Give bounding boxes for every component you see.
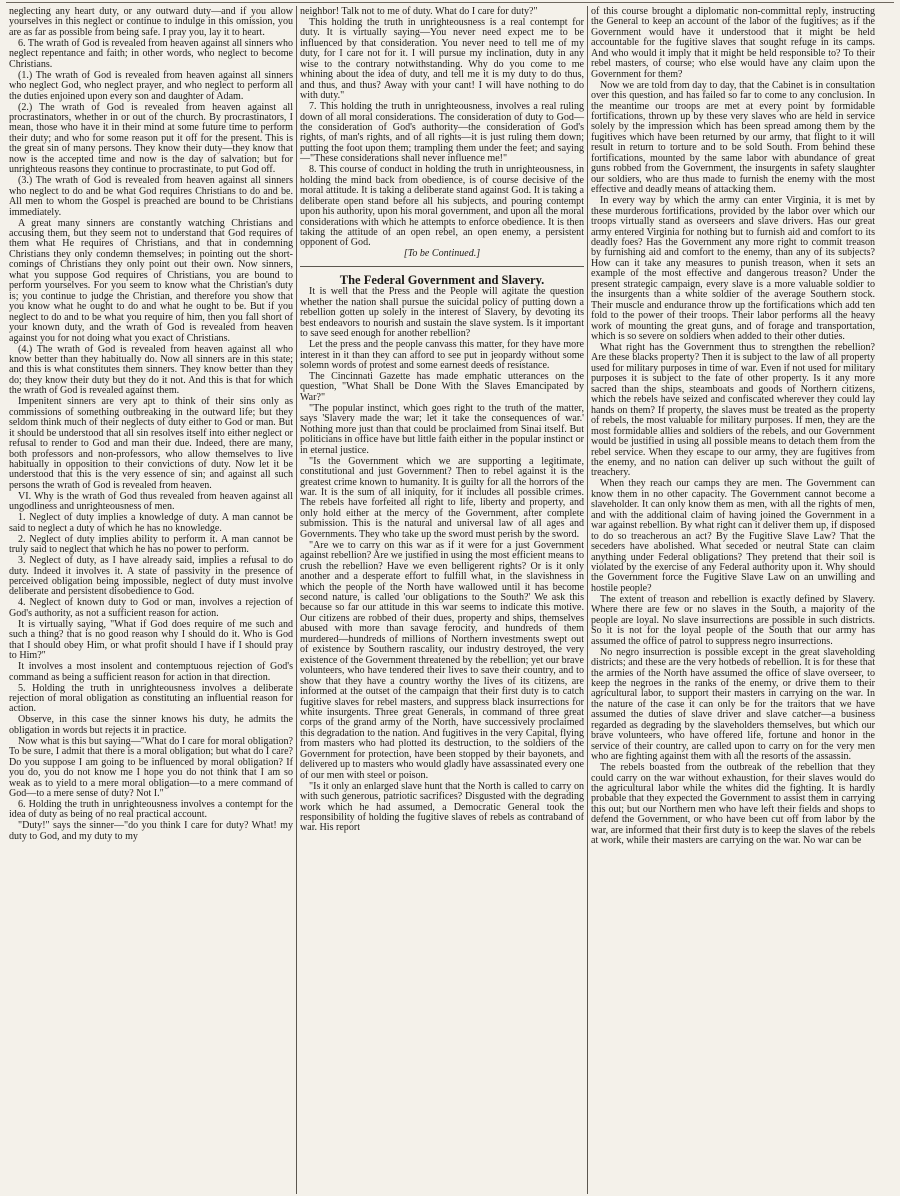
paragraph: Now we are told from day to day, that the Cabinet is in consultation over this question, and has failed so far to come to any conclusion. In the meantime our troops are met at every point by formidable fortifications, thrown up by these very slaves who are held in service solely by the impression which has been spread among them by the fugitives which have been returned by our army, that flight to it will result in return to torture and to be sold South. From behind these fortifications, mounted by the same labor with abundance of great guns robbed from the Government, the insurgents in safety slaughter our soldiers, who are thus made to furnish the enemy with the most effective and deadly means of attacking them. bbox=[591, 79, 875, 196]
paragraph: In every way by which the army can enter Virginia, it is met by these murderous fortifications, provided by the labor over which our troops virtually stand as overseers and slave drivers. Has our great army entered Virginia for nothing but to furnish aid and comfort to its deadly foes? Has the Government any more right to commit treason by furnishing aid and comfort to the enemy, than any of its subjects? How can it take any measures to punish treason, when it sets an example of the most effective and dangerous treason? Under the present strategic campaign, every slave is a more valuable soldier to the insurgents than a white soldier of the average Southern stock. Their muscle and endurance throw up the fortifications which add ten fold to the power of their troops. Their labor performs all the heavy work of mounting the great guns, and of forage and transportation, which is so severe on soldiers when added to their other duties. bbox=[591, 195, 875, 343]
paragraph: "Duty!" says the sinner—"do you think I care for duty? What! my duty to God, and my duty to my bbox=[9, 820, 293, 842]
paragraph: Impenitent sinners are very apt to think of their sins only as commissions of something outbreaking in the outward life; but they seldom think much of their neglects of duty either to God or man. But it should be understood that all sin resolves itself into either neglect or refusal to render to God and man their due. Indeed, there are many, both professors and non-professors, who allow themselves to live habitually in opposition to their convictions of duty. Now let it be understood that this is the very essence of sin; and against all such persons the wrath of God is revealed from heaven. bbox=[9, 396, 293, 491]
paragraph: (4.) The wrath of God is revealed from heaven against all who know better than they habitually do. Now all sinners are in this state; and this is what constitutes them sinners. They know better than they do; they know their duty but they do it not. And this is that for which the wrath of God is revealed against them. bbox=[9, 343, 293, 397]
paragraph: When they reach our camps they are men. The Government can know them in no other capacity. The Government cannot become a slaveholder. It can only know them as men, with all the rights of men, and with the additional claim of having joined the Government in a war against rebellion. By what right can it deliver them up, if disposed to do so treacherous an act? By the Fugitive Slave Law? That the seceders have abolished. What seceded or neutral State can claim anything under Federal obligations? They pretend that their soil is violated by the exercise of any Federal authority upon it. Why should the Government force the Fugitive Slave Law on an unwilling and hostile people? bbox=[591, 478, 875, 594]
paragraph: Now what is this but saying—"What do I care for moral obligation? To be sure, I admit that there is a moral obligation; but what do I care? Do you suppose I am going to be influenced by moral obligation? If you do, you do not know me I hope you do not think that I am so weak as to yield to a mere moral obligation—to a mere command of God—to a mere sense of duty? Not I." bbox=[9, 735, 293, 800]
paragraph: 6. The wrath of God is revealed from heaven against all sinners who neglect repentance and faith; in other words, who neglect to become Christians. bbox=[9, 37, 293, 70]
paragraph: (1.) The wrath of God is revealed from heaven against all sinners who neglect God, who neglect prayer, and who neglect to perform all the duties enjoined upon every son and daughter of Adam. bbox=[9, 69, 293, 102]
paragraph: It is well that the Press and the People will agitate the question whether the nation shall pursue the suicidal policy of putting down a rebellion gotten up solely in the interest of Slavery, by devoting its best endeavors to nourish and sustain the slave system. Is it important to save seed enough for another rebellion? bbox=[300, 286, 584, 340]
paragraph: 5. Holding the truth in unrighteousness involves a deliberate rejection of moral obligation as constituting an influential reason for action. bbox=[9, 682, 293, 715]
paragraph: The Cincinnati Gazette has made emphatic utterances on the question, "What Shall be Done With the Slaves Emancipated by War?" bbox=[300, 371, 584, 403]
column-1 bbox=[6, 4, 296, 1194]
paragraph: "Is the Government which we are supporting a legitimate, constitutional and just Government? Then to rebel against it is the greatest crime known to humanity. It is guilty for all the horrors of the war. It is the sum of all iniquity, for it includes all possible crimes. The rebels have forfeited all right to life, liberty and property, and only hold either at the mercy of the Government, after complete submission. This is the natural and universal law of all ages and Governments. They who take up the sword must perish by the sword. bbox=[300, 455, 584, 540]
paragraph: neighbor! Talk not to me of duty. What do I care for duty?" bbox=[300, 6, 538, 17]
paragraph: Observe, in this case the sinner knows his duty, he admits the obligation in words but rejects it in practice. bbox=[9, 714, 293, 736]
paragraph: (3.) The wrath of God is revealed from heaven against all sinners who neglect to do and be what God requires Christians to do and be. All men to whom the Gospel is preached are bound to be Christians immediately. bbox=[9, 175, 293, 218]
paragraph: (2.) The wrath of God is revealed from heaven against all procrastinators, whether in or out of the church. By procrastinators, I mean, those who have it in their mind at some future time to perform their duty; and who for some reason put it off for the present. This is the great sin of many persons. They know their duty—they know that now is the accepted time and now is the day of salvation; but for unrighteous reasons they continue to procrastinate, to put God off. bbox=[9, 101, 293, 176]
paragraph: Let the press and the people canvass this matter, for they have more interest in it than they can afford to see put in jeopardy without some solemn words of protest and some earnest deeds of resistance. bbox=[300, 339, 584, 372]
article-headline: The Federal Government and Slavery. bbox=[339, 272, 545, 287]
paragraph: What right has the Government thus to strengthen the rebellion? Are these blacks property? Then it is subject to the law of all property used for military purposes in time of war. Even if not used for military purposes it is subject to the fate of other property. Is it any more sacred than the ships, steamboats and goods of Northern citizens, which the rebels have seized and confiscated wherever they could lay hands on them? If property, the slaves must be treated as the property of rebels, the most valuable for military purposes. If men, they are the most formidable allies and soldiers of the rebels, and our Government would be justified in using all possible means to detach them from the rebel service. When they escape to our army, they are fugitives from the enemy, and no nation can deliver up such without the guilt of treachery. bbox=[591, 342, 875, 479]
paragraph: The extent of treason and rebellion is exactly defined by Slavery. Where there are few or no slaves in the South, a majority of the people are loyal. No slave insurrections are possible in such districts. So it is not for the loyal people of the South that our army has assumed the office of patrol to suppress negro insurrections. bbox=[591, 593, 875, 647]
paragraph: 1. Neglect of duty implies a knowledge of duty. A man cannot be said to neglect a duty of which he has no knowledge. bbox=[9, 512, 293, 534]
paragraph: 8. This course of conduct in holding the truth in unrighteousness, in holding the mind back from obedience, is of course decisive of the moral attitude. It is taking a deliberate stand against God. It is taking a deliberate open stand before all his subjects, and pouring contempt upon his authority, upon his moral government, and upon all the moral considerations with which he attempts to enforce obedience. It is then taking the attitude of an open rebel, an open enemy, a persistent opponent of God. bbox=[300, 164, 584, 249]
paragraph: "Is it only an enlarged slave hunt that the North is called to carry on with such generous, patriotic sacrifices? Disgusted with the degrading work which he had assumed, a Democratic General took the responsibility of holding the fugitive slaves of rebels as contraband of war. His report bbox=[300, 780, 584, 834]
column-3 bbox=[588, 4, 878, 1194]
paragraph: of this course brought a diplomatic non-committal reply, instructing the General to keep an account of the labor of the fugitives; as if the Government would have it understood that it might be held accountable for the fugitive slaves that sought refuge in its camps. And who would it imply that it might be held responsible to? To their rebel masters, of course; who else would have any claim upon the Government for them? bbox=[591, 6, 875, 80]
paragraph: "Are we to carry on this war as if it were for a just Government against rebellion? Are we justified in using the most efficient means to crush the rebellion? Have we even belligerent rights? Or is it only another and a desperate effort to fulfill what, in the slavishness in which the people of the North have wallowed until it has become second nature, is called 'our obligations to the South?' We ask this because so far our attitude in this war seems to indicate this motive. Our citizens are robbed of their dues, property and ships, themselves abused with more than savage ferocity, and hundreds of them murdered—hundreds of millions of Northern investments swept out of existence by Southern rascality, our industry destroyed, the very existence of the Government threatened by the rebellion; yet our brave volunteers, who have tendered their lives to save their country, and to show that they have a country worthy the lives of its citizens, are informed at the outset of the campaign that their first duty is to catch fugitive slaves for rebel masters, and suppress black insurrections for white insurgents. Three great Generals, in command of three great corps of the grand army of the North, have successively proclaimed this degradation to the nation. And fugitives in the very Capital, flying from masters who had plotted its destruction, to the soldiers of the Government for protection, have been stopped by their bayonets, and delivered up to masters who would gladly have assassinated every one of our men with steel or poison. bbox=[300, 539, 584, 781]
paragraph: 2. Neglect of duty implies ability to perform it. A man cannot be truly said to neglect that which he has no power to perform. bbox=[9, 533, 293, 556]
columns bbox=[6, 4, 894, 1194]
section-divider bbox=[300, 266, 584, 267]
paragraph: 6. Holding the truth in unrighteousness involves a contempt for the idea of duty as being of no real practical account. bbox=[9, 798, 293, 821]
paragraph: 3. Neglect of duty, as I have already said, implies a refusal to do duty. Indeed it involves it. A state of passivity in the presence of perceived obligation being impossible, neglect of duty must involve deliberate and persistent disobedience to God. bbox=[9, 555, 293, 598]
paragraph: "The popular instinct, which goes right to the truth of the matter, says 'Slavery made the war; let it take the consequences of war.' Nothing more just than that could be proclaimed from Sinai itself. But politicians in office have but little faith either in the popular instinct or in eternal justice. bbox=[300, 402, 584, 456]
paragraph: It is virtually saying, "What if God does require of me such and such a thing? that is no good reason why I should do it. Who is God that I should obey Him, or what profit should I have if I should pray to Him?" bbox=[9, 618, 293, 662]
paragraph: No negro insurrection is possible except in the great slaveholding districts; and these are the very hotbeds of rebellion. It is for these that the armies of the North have assumed the office of slave overseer, to keep the negroes in the ranks of the enemy, or drive them to their agricultural labor, to support their masters in carrying on the war. In the nature of the case it can only be for the traitors that we have assumed the duties of slave driver and slave catcher—a business regarded as degrading by the slaveholders themselves, but which our brave volunteers, who have offered life, fortune and honor in the service of their country, are called upon to carry on for the very men who are fighting against them with all the resorts of the assassin. bbox=[591, 646, 875, 763]
paragraph: This holding the truth in unrighteousness is a real contempt for duty. It is virtually saying—You never need expect me to be influenced by that consideration. You never need to tell me of my duty, for I care not for it. I will pursue my inclination, duty in any wise to the contrary notwithstanding. Why do you come to me whining about the idea of duty, and tell me it is my duty to do thus, and thus, and thus? Away with your cant! I will have nothing to do with duty." bbox=[300, 16, 584, 102]
paragraph: 7. This holding the truth in unrighteousness, involves a real ruling down of all moral considerations. The consideration of duty to God—the consideration of God's authority—the consideration of God's rights, of man's rights, and of all rights—it is just ruling them down; putting the foot upon them; trampling them under the feet; and saying—"These considerations shall never influence me!" bbox=[300, 101, 584, 165]
paragraph: 4. Neglect of known duty to God or man, involves a rejection of God's authority, as not a sufficient reason for action. bbox=[9, 597, 293, 619]
paragraph: neglecting any heart duty, or any outward duty—and if you allow yourselves in this neglect or continue to indulge in this omission, you are as far as possible from being safe. I pray you, lay it to heart. bbox=[9, 6, 293, 38]
paragraph: A great many sinners are constantly watching Christians and accusing them, but they seem not to understand that God requires of them what He requires of Christians, and that in condemning Christians they only condemn themselves; in pointing out the short-comings of Christians they only point out their own. Now sinners, what you suppose God requires of Christians, you are bound to perform yourselves. For you seem to know what the Christian's duty is; you continue to judge the Christian, and therefore you show that you know what he ought to do and what he ought to be. But if you neglect to do and to be what you require of him, then you fall short of your known duty, and the wrath of God is revealed from heaven against you for not doing what you exact of Christians. bbox=[9, 217, 293, 344]
paragraph: The rebels boasted from the outbreak of the rebellion that they could carry on the war without exhaustion, for their slaves would do the agricultural labor while the whites did the fighting. It is hardly probable that they expected the Government to assist them in carrying this out; but our Northern men who have left their fields and shops to defend the Government, or who have been cut off from labor by the war, are informed that their first duty is to keep the slaves of the rebels at work, while their masters are carrying on the war. No war can be bbox=[591, 762, 875, 847]
top-rule bbox=[6, 2, 894, 3]
column-2 bbox=[297, 4, 587, 1194]
to-be-continued: [To be Continued.] bbox=[403, 248, 481, 260]
paragraph: VI. Why is the wrath of God thus revealed from heaven against all ungodliness and unrighteousness of men. bbox=[9, 490, 293, 513]
paragraph: It involves a most insolent and contemptuous rejection of God's command as being a sufficient reason for action in that direction. bbox=[9, 661, 293, 683]
